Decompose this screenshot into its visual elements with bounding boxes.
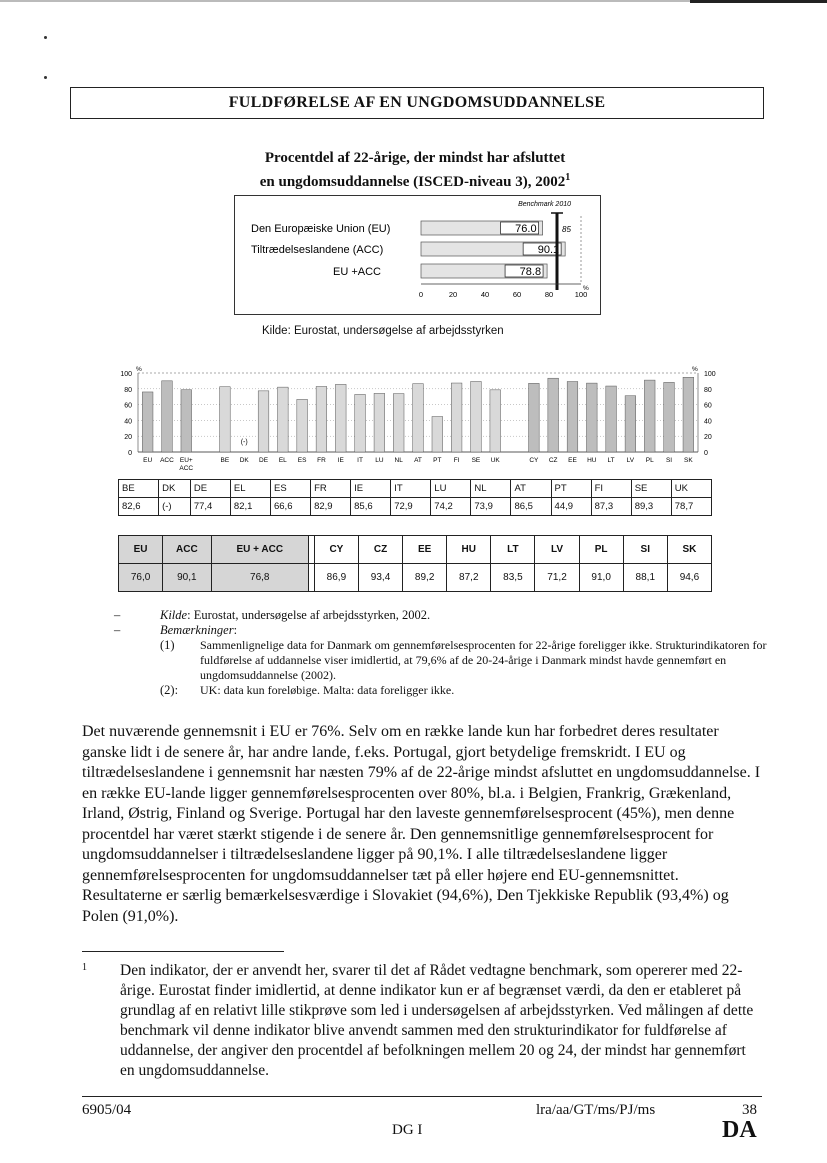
benchmark-unit: % — [583, 285, 589, 292]
remarks-colon: : — [233, 623, 238, 637]
kilde-label: Kilde — [160, 608, 188, 622]
bar — [181, 390, 192, 452]
chart-title — [200, 148, 630, 192]
table-cell: 74,2 — [431, 498, 471, 516]
x-tick-label: CZ — [548, 457, 558, 464]
table-cell: 94,6 — [667, 564, 711, 592]
bar — [297, 399, 308, 452]
note-dash: – — [114, 623, 121, 637]
y-tick-label: 60 — [124, 402, 132, 410]
table-cell: 89,3 — [631, 498, 671, 516]
benchmark-tick-label: 0 — [418, 290, 424, 299]
y-tick-label-right: 40 — [704, 418, 712, 426]
bar — [471, 381, 482, 452]
table-header-cell: SK — [667, 536, 711, 564]
benchmark-value: 85 — [562, 225, 571, 234]
language-code: DA — [722, 1117, 757, 1143]
footnote-ref: 1 — [565, 172, 571, 183]
y-unit-label-right: % — [692, 366, 698, 373]
bar — [683, 377, 694, 452]
x-tick-label: ACC — [179, 465, 194, 472]
table-header-cell: ACC — [163, 536, 211, 564]
bar — [142, 392, 153, 452]
table-header-cell: NL — [471, 480, 511, 498]
benchmark-tick-label: 80 — [544, 290, 554, 299]
x-tick-label: LV — [626, 457, 635, 464]
bar — [644, 380, 655, 452]
table-cell: 73,9 — [471, 498, 511, 516]
x-tick-label: ES — [297, 457, 307, 464]
table-acc-countries — [118, 535, 712, 592]
footnote-marker: 1 — [82, 962, 87, 973]
x-tick-label: SE — [471, 457, 481, 464]
bar — [374, 393, 385, 452]
x-tick-label: AT — [414, 457, 422, 464]
y-tick-label: 0 — [128, 450, 132, 457]
table-row — [119, 564, 712, 592]
bar — [278, 387, 289, 452]
table-cell: 85,6 — [351, 498, 391, 516]
table-cell: 76,0 — [119, 564, 163, 592]
benchmark-category-label: EU +ACC — [333, 266, 381, 278]
page-number: 38 — [742, 1102, 757, 1118]
bar — [451, 383, 462, 452]
y-tick-label: 20 — [124, 434, 132, 442]
dg-label: DG I — [392, 1122, 423, 1138]
x-tick-label: LU — [375, 457, 384, 464]
table-cell: 88,1 — [623, 564, 667, 592]
benchmark-tick-label: 60 — [512, 290, 522, 299]
y-tick-label: 40 — [124, 418, 132, 426]
table-header-cell: PL — [579, 536, 623, 564]
x-tick-label: PL — [645, 457, 654, 464]
bar — [162, 381, 173, 452]
x-tick-label: IE — [337, 457, 344, 464]
top-rule-dark — [690, 0, 827, 3]
table-header-cell: EU + ACC — [211, 536, 308, 564]
table-cell: 82,9 — [311, 498, 351, 516]
y-tick-label-right: 0 — [704, 450, 708, 457]
page-title: FULDFØRELSE AF EN UNGDOMSUDDANNELSE — [70, 87, 764, 119]
table-header-cell: IT — [391, 480, 431, 498]
table-cell: 71,2 — [535, 564, 579, 592]
y-tick-label-right: 20 — [704, 434, 712, 442]
table-cell: 83,5 — [491, 564, 535, 592]
table-header-cell: DK — [159, 480, 191, 498]
bar — [490, 390, 501, 452]
table-cell: 76,8 — [211, 564, 308, 592]
bar — [567, 382, 578, 452]
table-header-cell: DE — [190, 480, 230, 498]
refs: lra/aa/GT/ms/PJ/ms — [536, 1102, 656, 1118]
benchmark-label: Benchmark 2010 — [518, 201, 571, 208]
bar — [664, 382, 675, 452]
note-text: Sammenlignelige data for Danmark om gennemførelsesprocenten for 22-årige foreligger ikke. Strukturindikatoren for fuldførelse af uddannelse viser imidlertid, at 79,6% af de 20-24-årige i Danmark mindst havde gennemført en ungdomsuddannelse (2002). — [200, 638, 767, 682]
benchmark-value-label: 90.1 — [537, 244, 560, 256]
note-text: UK: data kun foreløbige. Malta: data foreligger ikke. — [200, 683, 455, 697]
country-bar-chart — [100, 360, 820, 480]
x-tick-label: ACC — [160, 457, 174, 464]
table-header-cell: SI — [623, 536, 667, 564]
x-tick-label: EE — [568, 457, 577, 464]
x-tick-label: FI — [453, 457, 460, 464]
table-cell: 91,0 — [579, 564, 623, 592]
note-marker: (1) — [160, 638, 175, 652]
speck — [44, 36, 47, 39]
table-header-cell: PT — [551, 480, 591, 498]
benchmark-chart — [235, 196, 600, 314]
speck — [44, 76, 47, 79]
x-tick-label: FR — [317, 457, 326, 464]
table-cell: 77,4 — [190, 498, 230, 516]
x-tick-label: DK — [239, 457, 249, 464]
remarks-label: Bemærkninger — [160, 623, 234, 637]
chart-title-line2: en ungdomsuddannelse (ISCED-niveau 3), 2002 — [259, 174, 566, 190]
table-header-cell: EL — [230, 480, 270, 498]
doc-number: 6905/04 — [82, 1102, 132, 1118]
table-header-cell: BE — [119, 480, 159, 498]
bar — [432, 417, 443, 452]
bar-annotation: (-) — [240, 439, 248, 446]
table-header-cell: LT — [491, 536, 535, 564]
benchmark-chart-box — [234, 195, 601, 315]
x-tick-label: EU — [143, 457, 153, 464]
chart-title-line1: Procentdel af 22-årige, der mindst har afsluttet — [264, 150, 566, 166]
y-tick-label-right: 80 — [704, 386, 712, 394]
benchmark-tick-label: 40 — [480, 290, 490, 299]
x-tick-label: BE — [220, 457, 230, 464]
benchmark-category-label: Tiltrædelseslandene (ACC) — [251, 244, 384, 256]
table-cell: 86,9 — [314, 564, 358, 592]
table-cell: (-) — [159, 498, 191, 516]
bar — [355, 394, 366, 452]
table-cell: 89,2 — [403, 564, 447, 592]
x-tick-label: PT — [433, 457, 442, 464]
kilde-text: : Eurostat, undersøgelse af arbejdsstyrken, 2002. — [187, 608, 431, 622]
x-tick-label: CY — [529, 457, 539, 464]
table-header-cell: UK — [671, 480, 711, 498]
table-cell: 93,4 — [358, 564, 402, 592]
table-header-cell: AT — [511, 480, 551, 498]
x-tick-label: IT — [357, 457, 363, 464]
table-cell: 86,5 — [511, 498, 551, 516]
table-header-cell: EU — [119, 536, 163, 564]
bar — [413, 384, 424, 452]
body-paragraph: Det nuværende gennemsnit i EU er 76%. Selv om en række lande kun har forbedret deres resultater ganske lidt i de senere år, har andre lande, f.eks. Portugal, gjort betydelige fremskridt. I EU og tiltrædelseslandene i gennemsnit har næsten 79% af de 22-årige mindst afsluttet en ungdomsuddannelse. I en række EU-lande ligger gennemførelsesprocenten over 80%, bl.a. i Belgien, Frankrig, Grækenland, Irland, Østrig, Finland og Sverige. Portugal har den laveste gennemførelsesprocent (45%), men denne procentdel har været stærkt stigende i de senere år. Den gennemsnitlige gennemførelsesprocent for ungdomsuddannelser i tiltrædelseslandene ligger på 90,1%. I alle tiltrædelseslandene ligger gennemførelsesprocenten for ungdomsuddannelser tæt på eller højere end EU-gennemsnittet. Resultaterne er særlig bemærkelsesværdige i Slovakiet (94,6%), Den Tjekkiske Republik (93,4%) og Polen (91,0%). — [82, 723, 761, 925]
y-tick-label: 100 — [120, 371, 132, 378]
table-header-cell: FR — [311, 480, 351, 498]
table-header-row — [119, 536, 712, 564]
note-dash: – — [114, 608, 121, 622]
bar — [335, 384, 346, 452]
table-cell: 82,1 — [230, 498, 270, 516]
y-unit-label: % — [136, 366, 142, 373]
x-tick-label: DE — [259, 457, 269, 464]
bar — [258, 391, 269, 452]
table-header-cell: EE — [403, 536, 447, 564]
table-cell: 82,6 — [119, 498, 159, 516]
bar — [548, 378, 559, 452]
table-header-cell: CY — [314, 536, 358, 564]
table-cell: 90,1 — [163, 564, 211, 592]
y-tick-label-right: 60 — [704, 402, 712, 410]
chart-source: Kilde: Eurostat, undersøgelse af arbejdsstyrken — [262, 325, 504, 337]
benchmark-tick-label: 20 — [448, 290, 458, 299]
table-cell: 87,2 — [447, 564, 491, 592]
bar — [393, 394, 404, 452]
table-cell: 44,9 — [551, 498, 591, 516]
table-header-cell: FI — [591, 480, 631, 498]
table-header-cell: LV — [535, 536, 579, 564]
footnote-rule — [82, 951, 284, 952]
bar — [220, 387, 231, 452]
table-header-cell: SE — [631, 480, 671, 498]
bar — [606, 386, 617, 452]
benchmark-value-label: 76.0 — [515, 223, 537, 235]
footnote-text: Den indikator, der er anvendt her, svarer til det af Rådet vedtagne benchmark, som opererer med 22-årige. Eurostat finder imidlertid, at denne indikator kun er af begrænset værdi, da den er etableret på grundlag af en relativt lille stikprøve som led i undersøgelsen af arbejdsstyrken. Ved målingen af dette benchmark vil denne indikator blive anvendt sammen med den strukturindikator for fuldførelse af uddannelse, der angiver den procentdel af befolkningen mellem 20 og 24, der mindst har gennemført en ungdomsuddannelse. — [120, 962, 754, 1079]
x-tick-label: HU — [587, 457, 597, 464]
x-tick-label: EU+ — [179, 457, 193, 464]
footnote — [82, 961, 762, 1081]
benchmark-value-label: 78.8 — [519, 266, 542, 278]
x-tick-label: UK — [490, 457, 500, 464]
table-header-row — [119, 480, 712, 498]
x-tick-label: NL — [394, 457, 403, 464]
table-cell: 66,6 — [270, 498, 310, 516]
note-marker: (2): — [160, 683, 179, 697]
bar — [586, 383, 597, 452]
table-cell: 72,9 — [391, 498, 431, 516]
table-header-cell: LU — [431, 480, 471, 498]
table-header-cell: HU — [447, 536, 491, 564]
x-tick-label: SK — [684, 457, 693, 464]
table-eu-countries — [118, 479, 712, 516]
y-tick-label: 80 — [124, 386, 132, 394]
x-tick-label: EL — [278, 457, 287, 464]
table-cell: 78,7 — [671, 498, 711, 516]
table-header-cell: IE — [351, 480, 391, 498]
table-cell: 87,3 — [591, 498, 631, 516]
y-tick-label-right: 100 — [704, 371, 716, 378]
bar — [625, 396, 636, 452]
chart-notes — [114, 608, 767, 698]
x-tick-label: SI — [665, 457, 673, 464]
bar — [529, 383, 540, 452]
benchmark-category-label: Den Europæiske Union (EU) — [251, 223, 391, 235]
x-tick-label: LT — [607, 457, 615, 464]
bar — [316, 387, 327, 452]
footer-rule — [82, 1096, 762, 1097]
benchmark-tick-label: 100 — [574, 290, 588, 299]
table-header-cell: CZ — [358, 536, 402, 564]
table-header-cell: ES — [270, 480, 310, 498]
table-row — [119, 498, 712, 516]
